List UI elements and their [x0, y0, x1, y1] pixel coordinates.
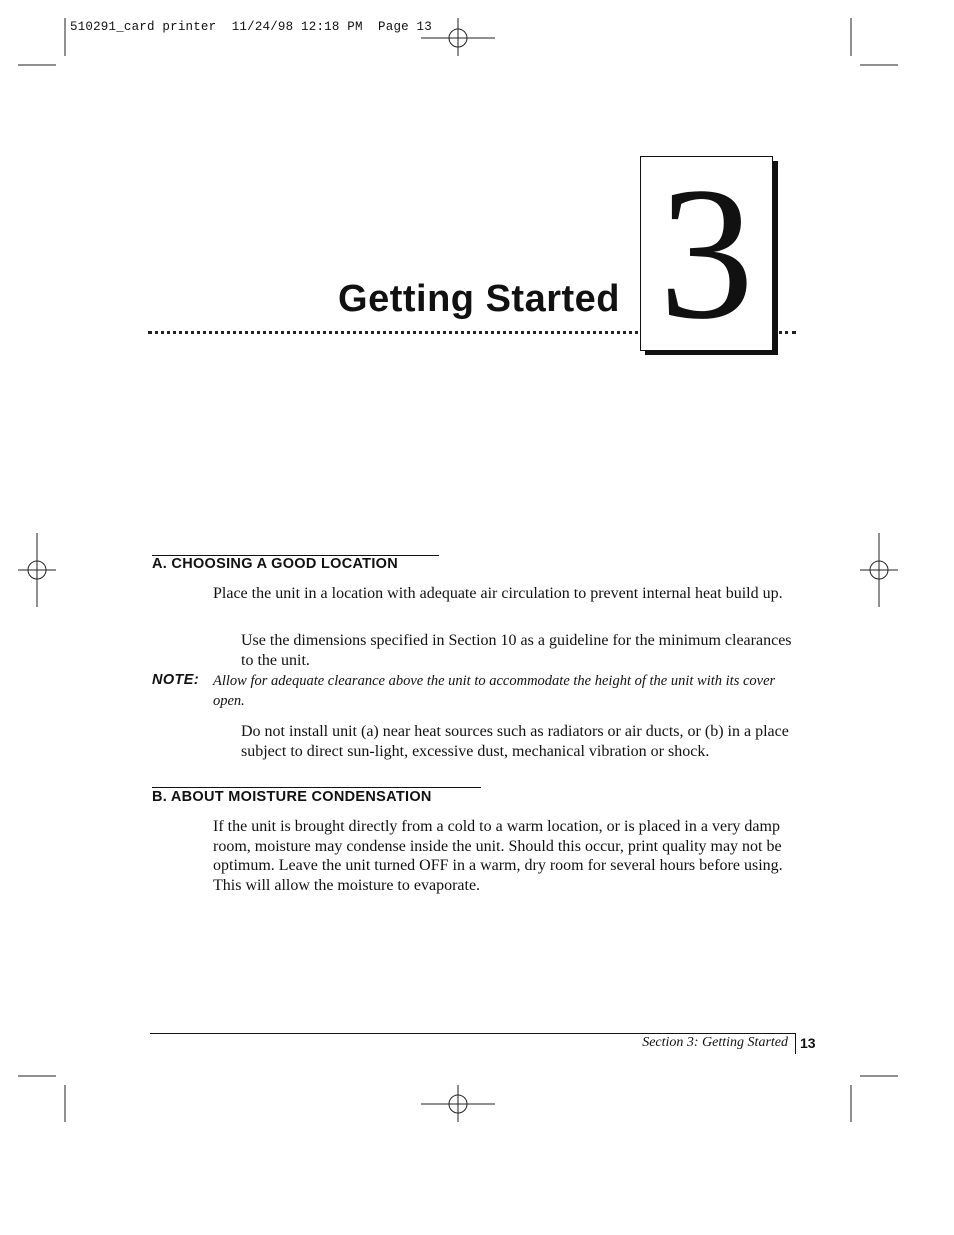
page-number: 13 — [800, 1035, 816, 1051]
footer-rule — [150, 1033, 796, 1034]
printer-slug: 510291_card printer 11/24/98 12:18 PM Page 13 — [70, 20, 432, 34]
section-b-heading: B. ABOUT MOISTURE CONDENSATION — [152, 789, 432, 805]
footer-section-label: Section 3: Getting Started — [642, 1035, 788, 1050]
section-a-para-3: Do not install unit (a) near heat sources such as radiators or air ducts, or (b) in a place subject to direct sun-light, excessive dust, mechanical vibration or shock. — [241, 723, 789, 760]
footer-divider — [795, 1034, 796, 1054]
section-b-para-1: If the unit is brought directly from a cold to a warm location, or is placed in a very damp room, moisture may condense inside the unit. Should this occur, print quality may not be optimum. Leave the unit turned OFF in a warm, dry room for several hours before using. This will allow the moisture to evaporate. — [213, 818, 783, 894]
note-text: Allow for adequate clearance above the unit to accommodate the height of the unit with its cover open. — [213, 673, 776, 709]
chapter-number-box — [640, 149, 773, 359]
section-a-para-2: Use the dimensions specified in Section 10 as a guideline for the minimum clearances to the unit. — [241, 632, 792, 669]
section-a-heading: A. CHOOSING A GOOD LOCATION — [152, 556, 399, 572]
chapter-number: 3 — [659, 149, 754, 359]
chapter-title: Getting Started — [338, 278, 620, 320]
section-a-para-1: Place the unit in a location with adequate air circulation to prevent internal heat build up. — [213, 585, 783, 602]
section-b-rule — [152, 787, 481, 788]
note-label: NOTE: — [152, 672, 200, 688]
